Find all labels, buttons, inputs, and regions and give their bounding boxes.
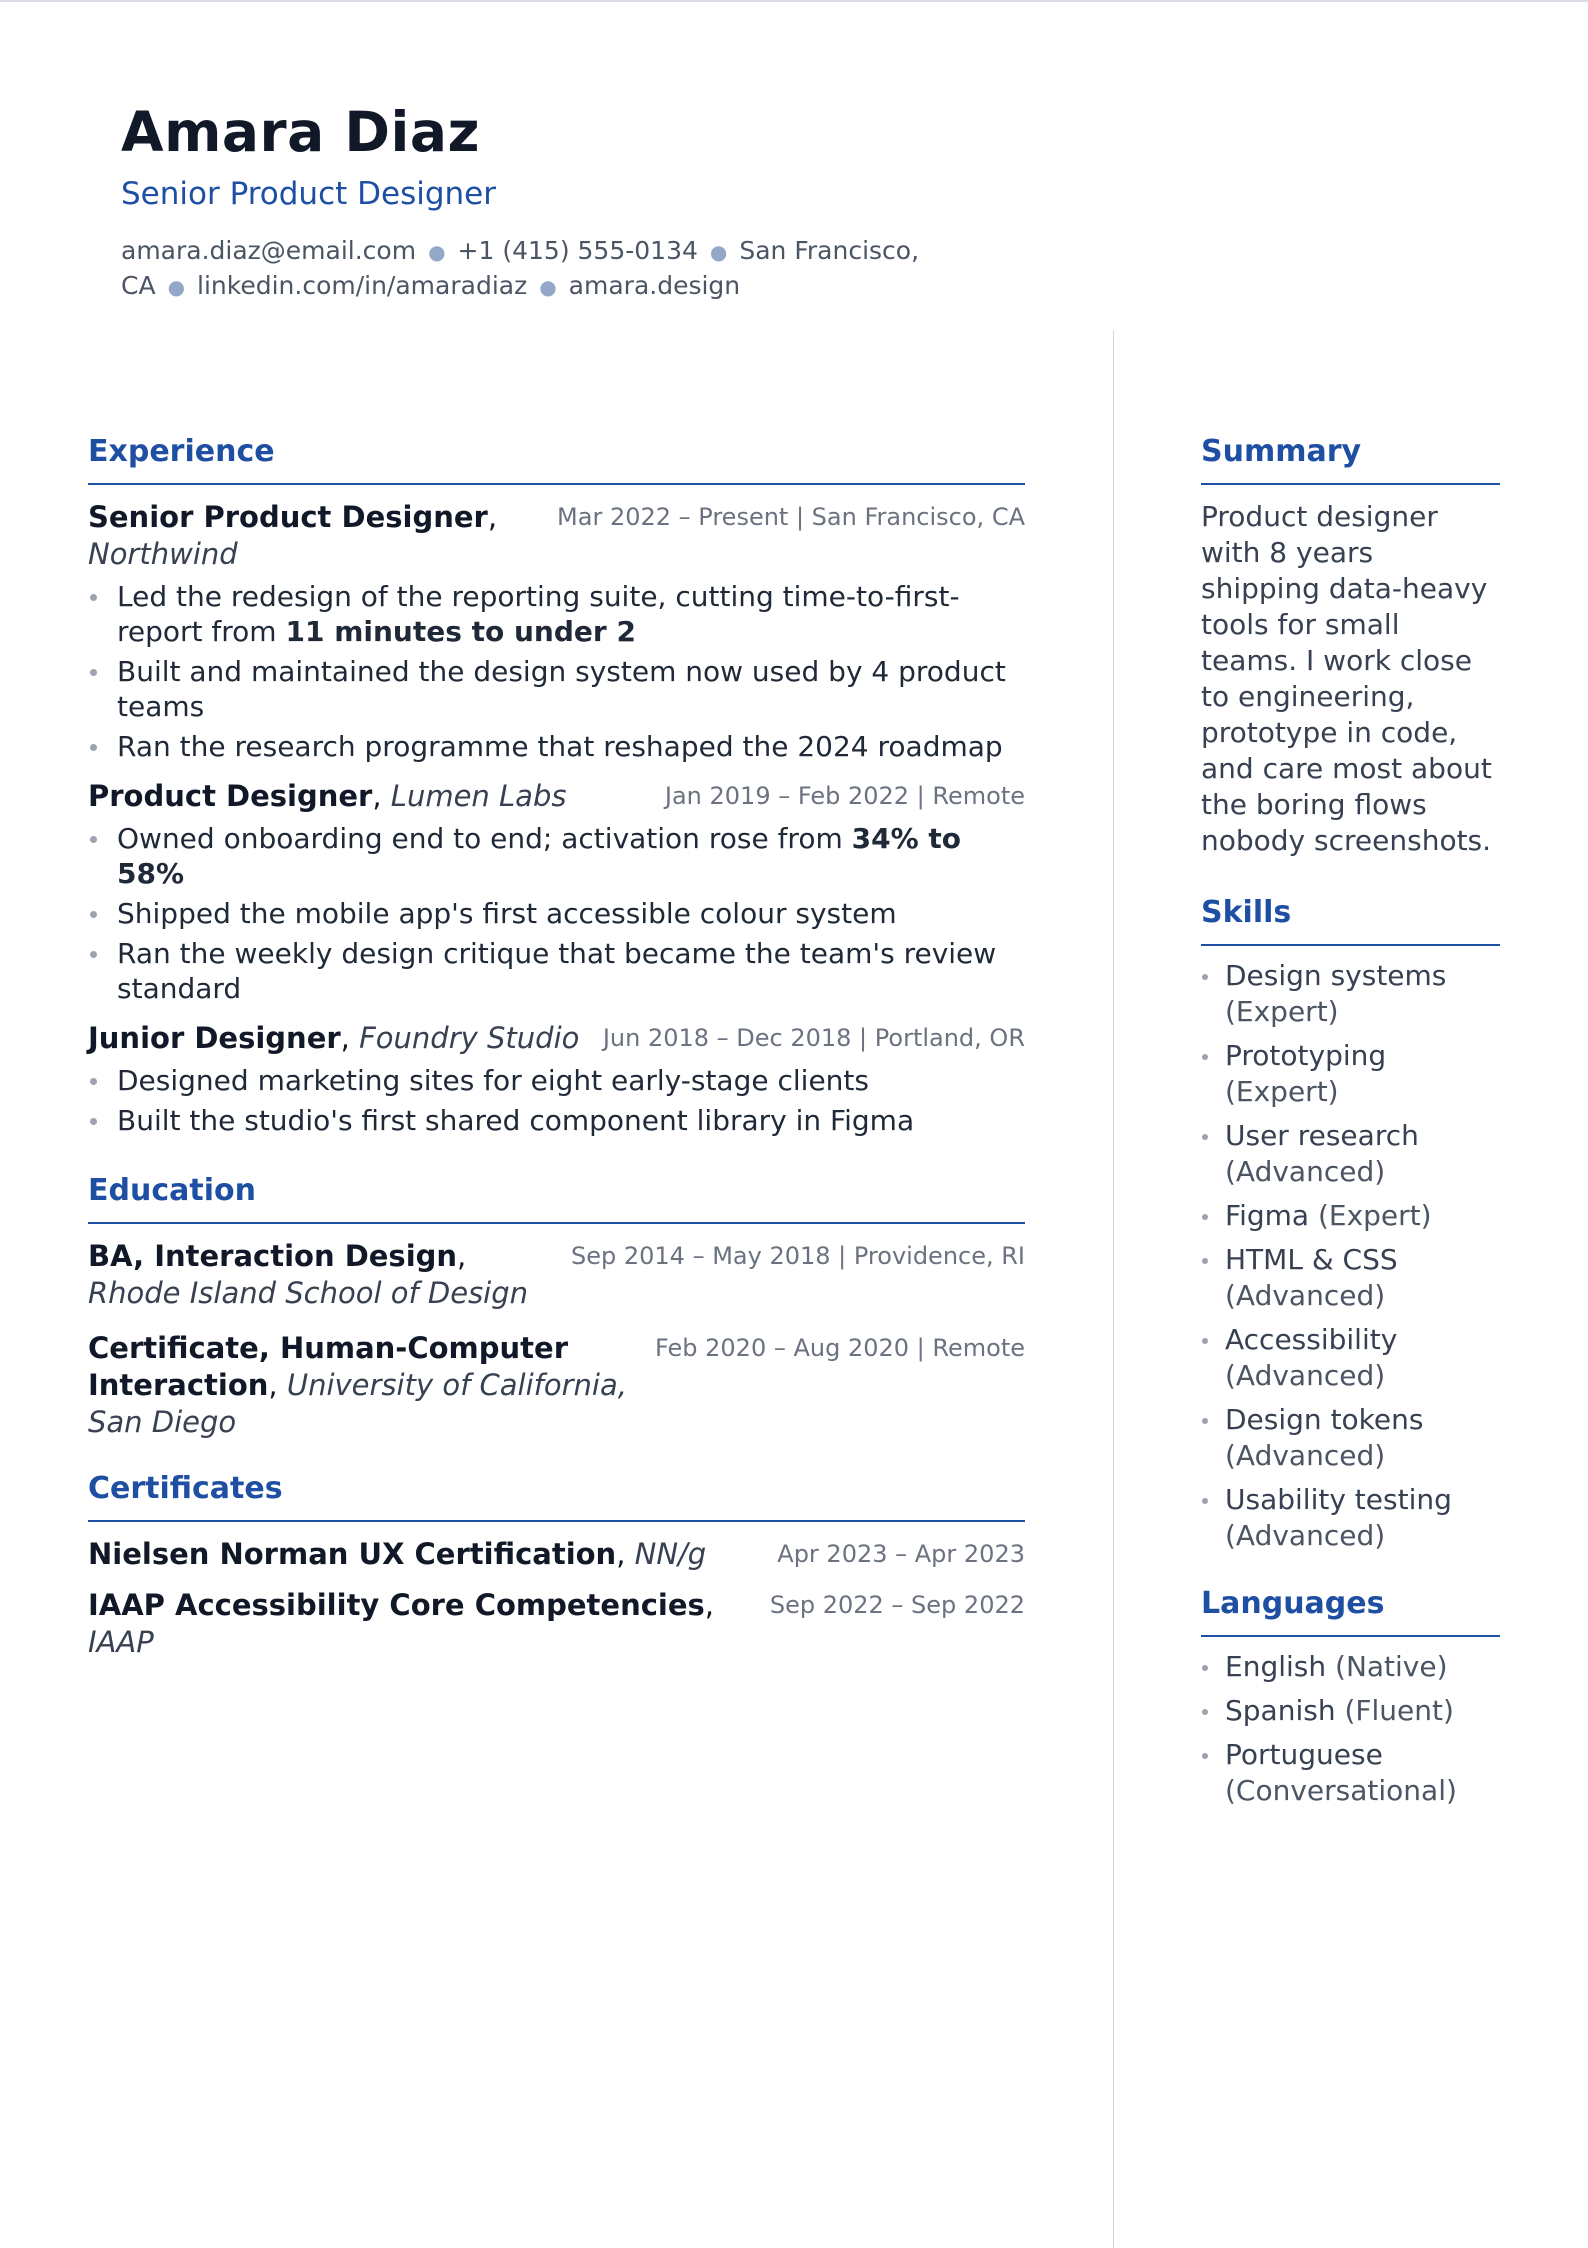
skill-item: User research (Advanced) (1201, 1118, 1500, 1190)
summary-text: Product designer with 8 years shipping data-heavy tools for small teams. I work close to engineering, prototype in code, and care most about the boring flows nobody screenshots. (1201, 500, 1492, 857)
certificate-name: IAAP Accessibility Core Competencies (88, 1588, 705, 1622)
section-title-skills: Skills (1201, 893, 1500, 946)
bullet-list (88, 821, 1025, 1006)
bullet-item: Led the redesign of the reporting suite, cutting time-to-first-report from 11 minutes to under 2 (88, 579, 1025, 649)
section-title-languages: Languages (1201, 1584, 1500, 1637)
bullet-item: Shipped the mobile app's first accessible colour system (88, 896, 1025, 931)
job-company: Northwind (88, 537, 238, 571)
job-company: Foundry Studio (359, 1021, 580, 1055)
bullet-list (88, 1063, 1025, 1138)
skill-item: HTML & CSS (Advanced) (1201, 1242, 1500, 1314)
job-role: Product Designer (88, 779, 373, 813)
skill-item: Usability testing (Advanced) (1201, 1482, 1500, 1554)
skills-section (1201, 893, 1500, 1554)
entry-title: Product Designer, Lumen Labs (88, 779, 567, 813)
degree-name: BA, Interaction Design (88, 1239, 458, 1273)
section-title-certificates: Certificates (88, 1469, 1025, 1522)
skill-item: Accessibility (Advanced) (1201, 1322, 1500, 1394)
bullet-item: Built the studio's first shared component library in Figma (88, 1103, 1025, 1138)
entry-meta: Feb 2020 – Aug 2020 | Remote (655, 1334, 1025, 1362)
section-title-summary: Summary (1201, 432, 1500, 485)
bullet-list (88, 579, 1025, 764)
experience-entry (88, 778, 1025, 1006)
entry-meta: Jan 2019 – Feb 2022 | Remote (664, 782, 1025, 810)
languages-section (1201, 1584, 1500, 1809)
certificates-section (88, 1469, 1025, 1661)
skills-list (1201, 958, 1500, 1554)
entry-title: Nielsen Norman UX Certification, NN/g (88, 1537, 707, 1571)
bullet-item: Designed marketing sites for eight early-stage clients (88, 1063, 1025, 1098)
contact-email[interactable]: amara.diaz@email.com (121, 236, 417, 265)
summary-section (1201, 432, 1500, 859)
resume-header (121, 96, 921, 304)
entry-meta: Sep 2022 – Sep 2022 (769, 1591, 1025, 1619)
skill-item: Design systems (Expert) (1201, 958, 1500, 1030)
bullet-item: Ran the weekly design critique that became the team's review standard (88, 936, 1025, 1006)
bullet-item: Ran the research programme that reshaped the 2024 roadmap (88, 729, 1025, 764)
entry-title: Junior Designer, Foundry Studio (88, 1021, 580, 1055)
separator-dot: ● (167, 275, 186, 299)
page-top-rule (0, 0, 1588, 2)
skill-item: Figma (Expert) (1201, 1198, 1500, 1234)
entry-meta: Sep 2014 – May 2018 | Providence, RI (571, 1242, 1025, 1270)
school-name: University of California, San Diego (88, 1368, 627, 1439)
separator-dot: ● (428, 240, 446, 264)
experience-section (88, 432, 1025, 1138)
certificate-entry (88, 1536, 1025, 1573)
column-divider (1113, 330, 1114, 2248)
contact-phone[interactable]: +1 (415) 555-0134 (457, 236, 698, 265)
certificate-issuer: IAAP (88, 1625, 154, 1659)
sidebar-column (1201, 432, 1500, 1817)
language-item: English (Native) (1201, 1649, 1500, 1685)
main-column (88, 432, 1025, 1661)
section-title-education: Education (88, 1171, 1025, 1224)
contact-line (121, 234, 921, 304)
skill-item: Design tokens (Advanced) (1201, 1402, 1500, 1474)
entry-title: Senior Product Designer, Northwind (88, 500, 498, 571)
entry-meta: Apr 2023 – Apr 2023 (777, 1540, 1025, 1568)
section-title-experience: Experience (88, 432, 1025, 485)
certificate-issuer: NN/g (634, 1537, 707, 1571)
job-role: Senior Product Designer (88, 500, 488, 534)
education-entry (88, 1330, 1025, 1441)
job-role: Junior Designer (88, 1021, 341, 1055)
education-section (88, 1171, 1025, 1441)
entry-meta: Jun 2018 – Dec 2018 | Portland, OR (602, 1024, 1025, 1052)
bullet-item: Built and maintained the design system now used by 4 product teams (88, 654, 1025, 724)
experience-entry (88, 1020, 1025, 1138)
contact-location: San Francisco, CA (121, 236, 920, 300)
school-name: Rhode Island School of Design (88, 1276, 529, 1310)
entry-title: Certificate, Human-Computer Interaction, University of California, San Diego (88, 1331, 627, 1439)
candidate-role: Senior Product Designer (121, 176, 496, 212)
contact-linkedin[interactable]: linkedin.com/in/amaradiaz (197, 271, 528, 300)
experience-entry (88, 499, 1025, 764)
entry-title: BA, Interaction Design, Rhode Island School of Design (88, 1239, 529, 1310)
contact-website[interactable]: amara.design (568, 271, 741, 300)
languages-list (1201, 1649, 1500, 1809)
language-item: Portuguese (Conversational) (1201, 1737, 1500, 1809)
job-company: Lumen Labs (390, 779, 567, 813)
separator-dot: ● (539, 275, 557, 299)
bullet-item: Owned onboarding end to end; activation rose from 34% to 58% (88, 821, 1025, 891)
certificate-name: Nielsen Norman UX Certification (88, 1537, 617, 1571)
education-entry (88, 1238, 1025, 1312)
candidate-name: Amara Diaz (121, 100, 481, 164)
degree-name: Certificate, Human-Computer Interaction (88, 1331, 569, 1402)
language-item: Spanish (Fluent) (1201, 1693, 1500, 1729)
separator-dot: ● (709, 240, 728, 264)
entry-meta: Mar 2022 – Present | San Francisco, CA (557, 503, 1025, 531)
skill-item: Prototyping (Expert) (1201, 1038, 1500, 1110)
certificate-entry (88, 1587, 1025, 1661)
entry-title: IAAP Accessibility Core Competencies, IAAP (88, 1588, 715, 1659)
